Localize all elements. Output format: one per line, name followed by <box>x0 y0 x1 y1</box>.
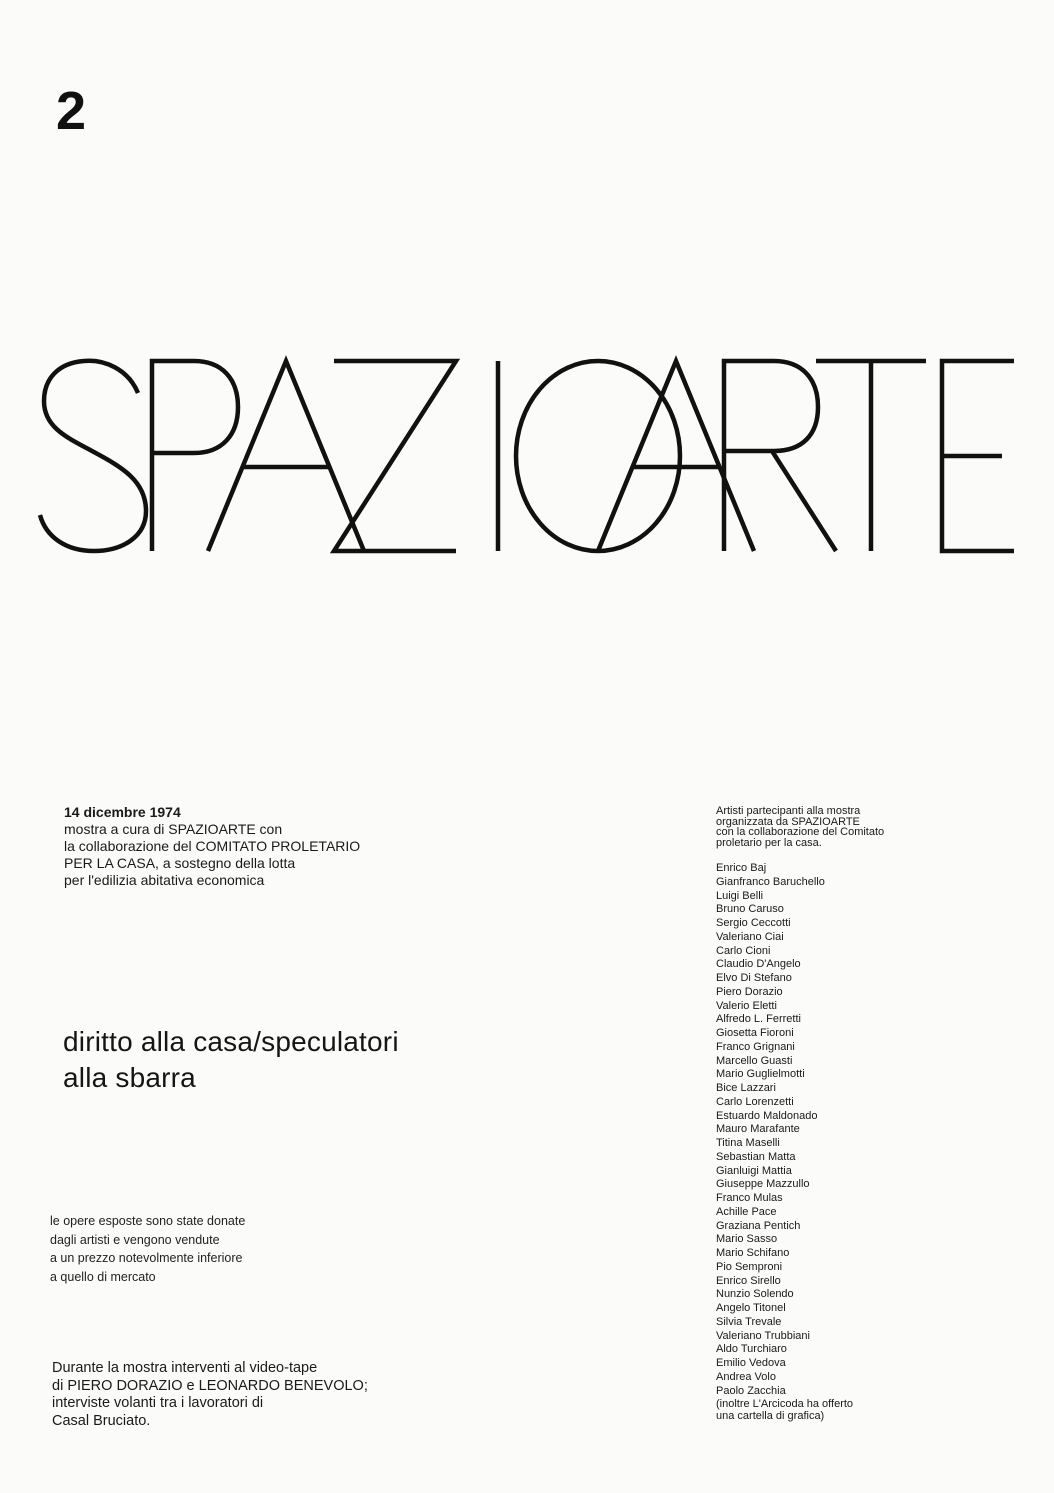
logo-letter-t <box>816 361 926 551</box>
artist-name: Bruno Caruso <box>716 903 784 916</box>
artist-name: Pio Semproni <box>716 1260 783 1273</box>
masthead-logo <box>36 355 1021 555</box>
artists-intro-line: con la collaborazione del Comitato <box>716 826 885 838</box>
artist-name: Emilio Vedova <box>716 1357 786 1369</box>
artist-name: Estuardo Maldonado <box>716 1109 818 1122</box>
artist-name: Mauro Marafante <box>716 1123 800 1136</box>
artist-name: Gianluigi Mattia <box>716 1164 792 1177</box>
video-line: Casal Bruciato. <box>52 1412 151 1429</box>
artist-name: Mario Guglielmotti <box>716 1068 805 1081</box>
artist-name: Mario Sasso <box>716 1233 778 1246</box>
artist-name: Bice Lazzari <box>716 1082 776 1094</box>
artist-name: Silvia Trevale <box>716 1315 782 1328</box>
artist-name: Franco Grignani <box>716 1040 795 1053</box>
artists-closing-line: una cartella di grafica) <box>716 1409 825 1422</box>
logo-letter-s <box>40 361 146 551</box>
note-line: dagli artisti e vengono vendute <box>50 1232 220 1247</box>
exhibition-date: 14 dicembre 1974 <box>64 804 181 820</box>
artist-name: Achille Pace <box>716 1205 777 1218</box>
artist-name: Enrico Sirello <box>716 1274 781 1287</box>
video-line: Durante la mostra interventi al video-tape <box>52 1360 318 1376</box>
artists-closing-line: (inoltre L'Arcicoda ha offerto <box>716 1398 854 1411</box>
artist-name: Paolo Zacchia <box>716 1384 786 1397</box>
logo-letter-p <box>152 361 238 551</box>
artist-name: Aldo Turchiaro <box>716 1343 787 1356</box>
artist-name: Andrea Volo <box>716 1370 776 1383</box>
artists-intro-line: organizzata da SPAZIOARTE <box>716 815 860 828</box>
exhibition-intro <box>64 804 484 889</box>
headline-line: alla sbarra <box>63 1062 196 1093</box>
artist-name: Elvo Di Stefano <box>716 972 792 984</box>
video-line: interviste volanti tra i lavoratori di <box>52 1395 264 1411</box>
artist-name: Angelo Titonel <box>716 1302 786 1314</box>
artist-name: Nunzio Solendo <box>716 1288 794 1301</box>
note-line: a un prezzo notevolmente inferiore <box>50 1251 243 1265</box>
artist-name: Giuseppe Mazzullo <box>716 1178 810 1191</box>
artist-name: Valeriano Trubbiani <box>716 1329 810 1342</box>
artists-intro-line: Artisti partecipanti alla mostra <box>716 805 861 817</box>
intro-line: la collaborazione del COMITATO PROLETARIO <box>64 838 361 854</box>
artist-name: Valerio Eletti <box>716 999 777 1012</box>
artist-name: Enrico Baj <box>716 862 767 874</box>
artist-name: Giosetta Fioroni <box>716 1027 794 1039</box>
artists-column <box>716 806 1016 1422</box>
page-number: 2 <box>56 81 87 141</box>
artist-name: Carlo Cioni <box>716 944 771 957</box>
artist-name: Sergio Ceccotti <box>716 917 791 929</box>
artists-intro <box>716 806 1016 848</box>
artist-name: Sebastian Matta <box>716 1150 796 1163</box>
video-tape-note <box>52 1360 472 1430</box>
artist-name: Carlo Lorenzetti <box>716 1095 794 1108</box>
artist-name: Graziana Pentich <box>716 1219 801 1232</box>
donation-note <box>50 1212 370 1286</box>
headline <box>63 1024 543 1096</box>
logo-letter-z <box>334 361 456 551</box>
artists-intro-line: proletario per la casa. <box>716 836 822 849</box>
headline-line: diritto alla casa/speculatori <box>63 1026 399 1057</box>
logo-letter-e <box>942 361 1014 551</box>
logo-letter-a2 <box>598 361 754 551</box>
artist-name: Gianfranco Baruchello <box>716 875 825 888</box>
note-line: le opere esposte sono state donate <box>50 1214 246 1228</box>
artist-name: Piero Dorazio <box>716 985 783 998</box>
artist-name: Alfredo L. Ferretti <box>716 1013 801 1026</box>
artist-name: Claudio D'Angelo <box>716 958 801 971</box>
artists-list <box>716 862 1016 1398</box>
note-line: a quello di mercato <box>50 1269 156 1284</box>
artist-name: Marcello Guasti <box>716 1054 793 1067</box>
intro-line: mostra a cura di SPAZIOARTE con <box>64 821 283 837</box>
artists-closing-note <box>716 1399 1016 1422</box>
artist-name: Luigi Belli <box>716 889 764 902</box>
logo-letter-o <box>516 361 680 551</box>
video-line: di PIERO DORAZIO e LEONARDO BENEVOLO; <box>52 1377 368 1394</box>
artist-name: Valeriano Ciai <box>716 930 784 943</box>
intro-line: per l'edilizia abitativa economica <box>64 872 265 888</box>
artist-name: Titina Maselli <box>716 1137 780 1149</box>
logo-letter-a <box>208 361 364 551</box>
artist-name: Franco Mulas <box>716 1192 783 1204</box>
artist-name: Mario Schifano <box>716 1247 790 1259</box>
intro-line: PER LA CASA, a sostegno della lotta <box>64 855 296 871</box>
